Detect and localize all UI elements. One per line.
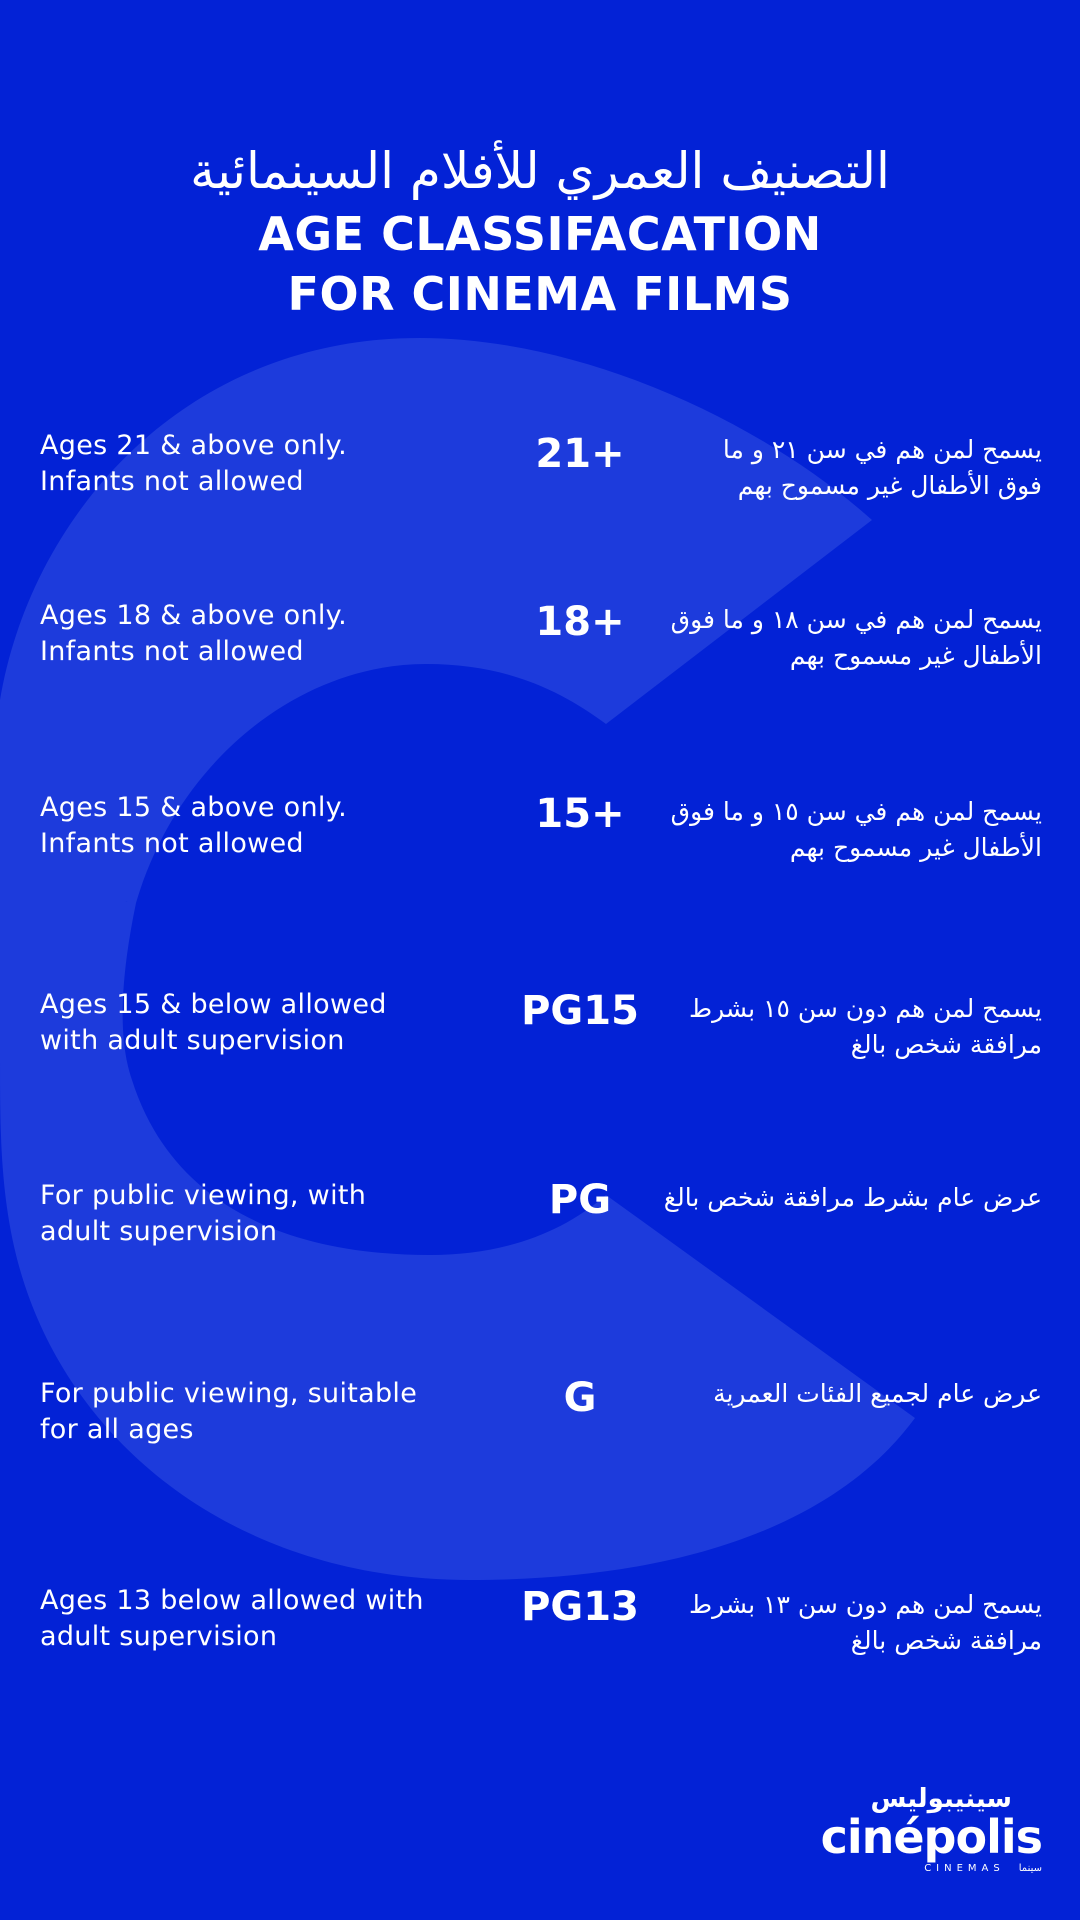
rating-description-en-line2: Infants not allowed xyxy=(40,466,304,497)
rating-row-21plus xyxy=(40,428,1042,518)
rating-description-en xyxy=(40,1376,460,1448)
rating-description-en xyxy=(40,987,460,1059)
rating-code: 15+ xyxy=(535,791,625,837)
rating-description-en-line1: Ages 18 & above only. xyxy=(40,600,347,631)
title-english-line1: AGE CLASSIFACATION xyxy=(258,207,822,261)
rating-description-en-line2: adult supervision xyxy=(40,1216,278,1247)
rating-description-ar-line2: الأطفال غير مسموح بهم xyxy=(789,641,1042,670)
rating-row-g xyxy=(40,1376,1042,1466)
rating-description-ar xyxy=(612,1376,1042,1412)
rating-row-15plus xyxy=(40,790,1042,880)
rating-description-ar-line1: يسمح لمن هم دون سن ١٣ بشرط xyxy=(688,1590,1042,1619)
rating-description-en-line1: Ages 15 & below allowed xyxy=(40,989,387,1020)
rating-description-ar-line1: يسمح لمن هم في سن ١٥ و ما فوق xyxy=(670,797,1042,826)
rating-code: 18+ xyxy=(535,599,625,645)
rating-code: PG15 xyxy=(521,988,639,1034)
rating-code: 21+ xyxy=(535,431,625,477)
rating-description-en xyxy=(40,1583,460,1655)
rating-description-en xyxy=(40,428,460,500)
rating-description-en-line1: For public viewing, with xyxy=(40,1180,367,1211)
logo-subtitle xyxy=(820,1862,1042,1876)
logo-name-arabic: سينيبوليس xyxy=(870,1784,1012,1814)
rating-description-ar-line1: يسمح لمن هم في سن ٢١ و ما xyxy=(722,435,1042,464)
rating-description-ar xyxy=(612,794,1042,866)
rating-description-ar-line2: مرافقة شخص بالغ xyxy=(850,1626,1042,1655)
rating-description-ar xyxy=(612,991,1042,1063)
rating-description-en xyxy=(40,598,460,670)
rating-description-ar-line1: عرض عام لجميع الفئات العمرية xyxy=(713,1379,1042,1408)
logo-subtitle-arabic: سينما xyxy=(1018,1863,1042,1874)
rating-description-ar-line1: يسمح لمن هم في سن ١٨ و ما فوق xyxy=(670,605,1042,634)
title-english-line2: FOR CINEMA FILMS xyxy=(287,267,793,321)
rating-code: PG xyxy=(548,1177,612,1223)
rating-description-en-line2: with adult supervision xyxy=(40,1025,345,1056)
rating-description-ar-line2: فوق الأطفال غير مسموح بهم xyxy=(737,471,1042,500)
rating-description-ar-line2: مرافقة شخص بالغ xyxy=(850,1030,1042,1059)
rating-row-pg xyxy=(40,1178,1042,1268)
rating-description-en-line1: Ages 21 & above only. xyxy=(40,430,347,461)
rating-description-en-line2: Infants not allowed xyxy=(40,636,304,667)
rating-row-pg13 xyxy=(40,1583,1042,1673)
cinepolis-logo xyxy=(820,1784,1042,1886)
rating-description-en-line2: Infants not allowed xyxy=(40,828,304,859)
rating-description-en-line2: for all ages xyxy=(40,1414,194,1445)
rating-row-pg15 xyxy=(40,987,1042,1077)
rating-description-ar xyxy=(612,432,1042,504)
rating-description-en xyxy=(40,790,460,862)
rating-description-ar xyxy=(612,1180,1042,1216)
logo-name-english: cinépolis xyxy=(820,1810,1042,1864)
rating-code: G xyxy=(563,1375,597,1421)
rating-description-ar-line1: يسمح لمن هم دون سن ١٥ بشرط xyxy=(688,994,1042,1023)
rating-description-ar-line1: عرض عام بشرط مرافقة شخص بالغ xyxy=(663,1183,1042,1212)
rating-description-ar xyxy=(612,602,1042,674)
rating-description-en xyxy=(40,1178,460,1250)
rating-description-en-line2: adult supervision xyxy=(40,1621,278,1652)
rating-description-en-line1: For public viewing, suitable xyxy=(40,1378,418,1409)
logo-subtitle-english: CINEMAS xyxy=(924,1863,1005,1874)
rating-description-en-line1: Ages 15 & above only. xyxy=(40,792,347,823)
rating-description-ar xyxy=(612,1587,1042,1659)
title-arabic: التصنيف العمري للأفلام السينمائية xyxy=(190,142,890,200)
rating-description-en-line1: Ages 13 below allowed with xyxy=(40,1585,424,1616)
rating-row-18plus xyxy=(40,598,1042,688)
rating-code: PG13 xyxy=(521,1584,639,1630)
rating-description-ar-line2: الأطفال غير مسموح بهم xyxy=(789,833,1042,862)
